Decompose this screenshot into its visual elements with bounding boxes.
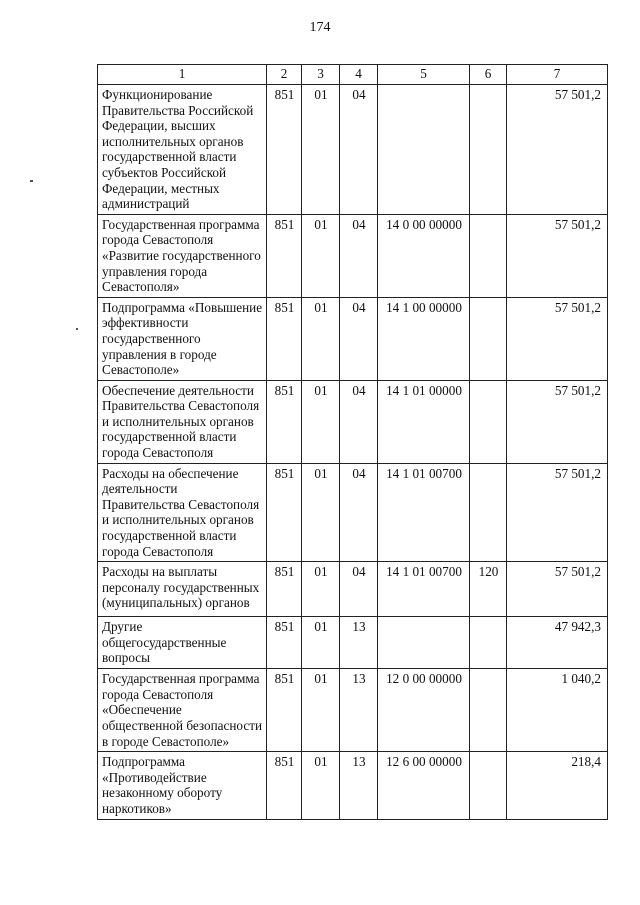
- row-name: Государственная программа города Севастополя «Обеспечение общественной безопасности в городе Севастополе»: [98, 669, 267, 752]
- row-subsection: 04: [340, 214, 378, 297]
- scan-speck: [76, 328, 78, 330]
- row-amount: 57 501,2: [507, 297, 608, 380]
- row-code: 851: [267, 562, 302, 617]
- row-amount: 57 501,2: [507, 562, 608, 617]
- column-header: 1: [98, 65, 267, 85]
- row-type: [470, 214, 507, 297]
- row-code: 851: [267, 463, 302, 562]
- row-subsection: 04: [340, 562, 378, 617]
- row-type: [470, 669, 507, 752]
- row-section: 01: [302, 380, 340, 463]
- row-type: [470, 463, 507, 562]
- row-code: 851: [267, 214, 302, 297]
- row-type: [470, 297, 507, 380]
- row-amount: 47 942,3: [507, 617, 608, 669]
- column-header: 5: [378, 65, 470, 85]
- row-code: 851: [267, 752, 302, 820]
- row-type: [470, 85, 507, 215]
- column-header: 4: [340, 65, 378, 85]
- row-target: 14 1 01 00000: [378, 380, 470, 463]
- row-section: 01: [302, 85, 340, 215]
- row-code: 851: [267, 85, 302, 215]
- row-subsection: 13: [340, 752, 378, 820]
- row-amount: 1 040,2: [507, 669, 608, 752]
- row-name: Расходы на обеспечение деятельности Правительства Севастополя и исполнительных органов государственной власти города Севастополя: [98, 463, 267, 562]
- row-name: Обеспечение деятельности Правительства Севастополя и исполнительных органов государственной власти города Севастополя: [98, 380, 267, 463]
- column-header: 6: [470, 65, 507, 85]
- row-subsection: 04: [340, 297, 378, 380]
- column-header: 7: [507, 65, 608, 85]
- row-target: 14 1 01 00700: [378, 463, 470, 562]
- row-section: 01: [302, 297, 340, 380]
- row-amount: 57 501,2: [507, 380, 608, 463]
- row-target: 12 6 00 00000: [378, 752, 470, 820]
- page-number: 174: [309, 20, 331, 35]
- row-subsection: 13: [340, 669, 378, 752]
- row-section: 01: [302, 463, 340, 562]
- row-section: 01: [302, 752, 340, 820]
- row-name: Другие общегосударственные вопросы: [98, 617, 267, 669]
- row-subsection: 04: [340, 380, 378, 463]
- row-amount: 57 501,2: [507, 214, 608, 297]
- table-row: [98, 617, 608, 669]
- row-name: Подпрограмма «Противодействие незаконному обороту наркотиков»: [98, 752, 267, 820]
- row-section: 01: [302, 214, 340, 297]
- table-row: [98, 562, 608, 617]
- budget-table: [97, 64, 608, 820]
- row-target: [378, 617, 470, 669]
- row-subsection: 04: [340, 85, 378, 215]
- row-code: 851: [267, 669, 302, 752]
- row-section: 01: [302, 617, 340, 669]
- row-subsection: 04: [340, 463, 378, 562]
- row-target: 14 1 00 00000: [378, 297, 470, 380]
- row-name: Расходы на выплаты персоналу государственных (муниципальных) органов: [98, 562, 267, 617]
- column-header: 2: [267, 65, 302, 85]
- table-row: [98, 669, 608, 752]
- row-code: 851: [267, 617, 302, 669]
- row-amount: 218,4: [507, 752, 608, 820]
- row-type: [470, 752, 507, 820]
- table-row: [98, 214, 608, 297]
- row-target: 14 1 01 00700: [378, 562, 470, 617]
- row-target: 12 0 00 00000: [378, 669, 470, 752]
- row-target: 14 0 00 00000: [378, 214, 470, 297]
- row-amount: 57 501,2: [507, 463, 608, 562]
- row-target: [378, 85, 470, 215]
- row-section: 01: [302, 669, 340, 752]
- row-code: 851: [267, 297, 302, 380]
- scan-speck: [30, 180, 33, 182]
- table-row: [98, 85, 608, 215]
- row-section: 01: [302, 562, 340, 617]
- row-type: 120: [470, 562, 507, 617]
- row-name: Подпрограмма «Повышение эффективности государственного управления в городе Севастополе»: [98, 297, 267, 380]
- row-amount: 57 501,2: [507, 85, 608, 215]
- table-row: [98, 297, 608, 380]
- row-subsection: 13: [340, 617, 378, 669]
- row-code: 851: [267, 380, 302, 463]
- row-name: Функционирование Правительства Российской Федерации, высших исполнительных органов государственной власти субъектов Российской Федерации, местных администраций: [98, 85, 267, 215]
- table-row: [98, 463, 608, 562]
- row-type: [470, 617, 507, 669]
- table-row: [98, 380, 608, 463]
- table-row: [98, 752, 608, 820]
- row-type: [470, 380, 507, 463]
- table-header-row: [98, 65, 608, 85]
- column-header: 3: [302, 65, 340, 85]
- row-name: Государственная программа города Севастополя «Развитие государственного управления города Севастополя»: [98, 214, 267, 297]
